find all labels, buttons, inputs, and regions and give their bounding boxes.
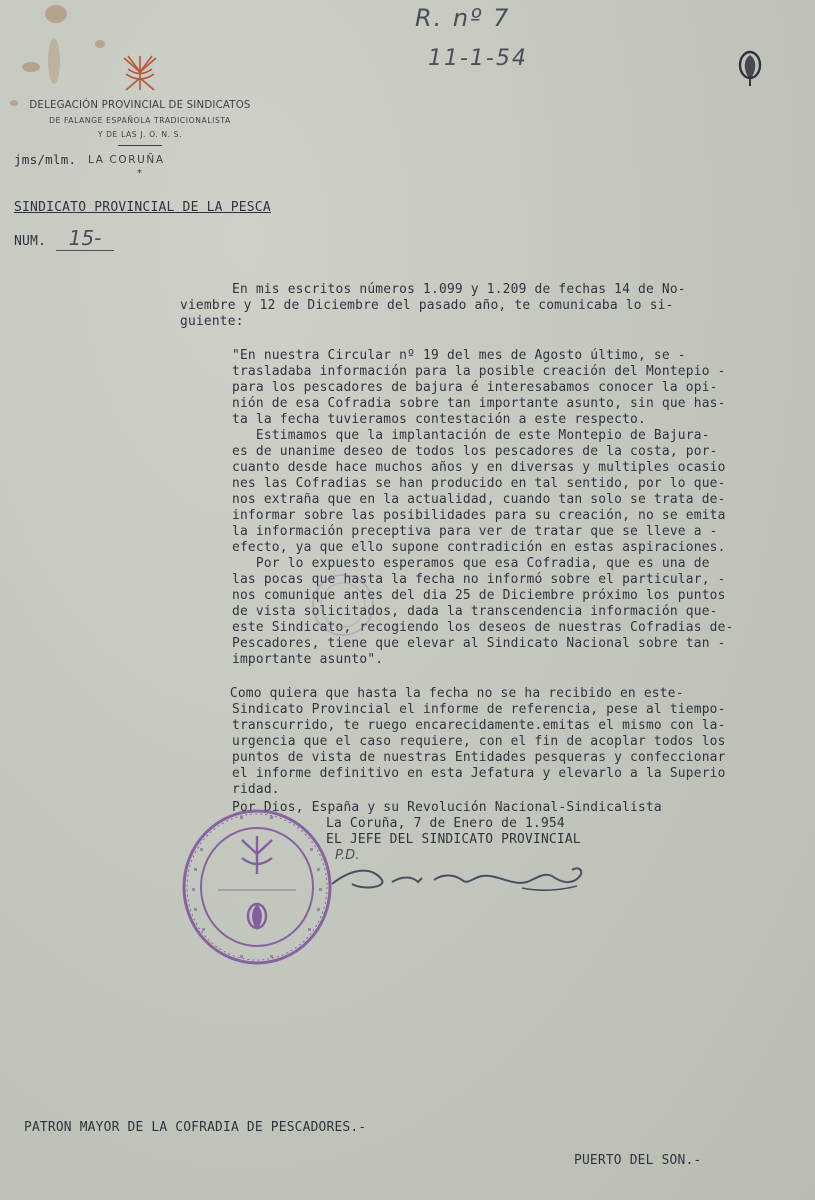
body-paragraph-2-line: Como quiera que hasta la fecha no se ha recibido en este- <box>206 686 684 701</box>
letterhead-city: LA CORUÑA <box>88 154 165 166</box>
body-paragraph-1-line: viembre y 12 de Diciembre del pasado año, te comunicaba lo si- <box>180 298 674 313</box>
reference-initials: jms/mlm. <box>14 152 77 167</box>
closing-motto: Por Dios, España y su Revolución Nacional-Sindicalista <box>232 800 662 815</box>
body-paragraph-2-line: Sindicato Provincial el informe de referencia, pese al tiempo- <box>232 702 726 717</box>
faint-stamp-overlay <box>308 570 378 640</box>
handwritten-register-number: R. nº 7 <box>415 4 511 32</box>
letterhead-line-3: Y DE LAS J. O. N. S. <box>97 130 183 139</box>
handwritten-date: 11-1-54 <box>428 46 528 71</box>
quote-line: efecto, ya que ello supone contradición en estas aspiraciones. <box>232 540 726 555</box>
quote-line: "En nuestra Circular nº 19 del mes de Agosto último, se - <box>232 348 686 363</box>
handwritten-signature <box>322 858 592 898</box>
body-paragraph-2-line: ridad. <box>232 782 280 797</box>
pd-mark: P.D. <box>335 848 360 863</box>
number-label: NUM. <box>14 234 47 249</box>
yoke-and-arrows-icon <box>118 52 162 94</box>
quote-line: Pescadores, tiene que elevar al Sindicato Nacional sobre tan - <box>232 636 726 651</box>
letterhead-line-1: DELEGACIÓN PROVINCIAL DE SINDICATOS <box>29 100 251 111</box>
addressee-line-2: PUERTO DEL SON.- <box>574 1153 702 1168</box>
body-paragraph-1-line: guiente: <box>180 314 244 329</box>
body-paragraph-2-line: transcurrido, te ruego encarecidamente.emitas el mismo con la- <box>232 718 726 733</box>
quote-line: nión de esa Cofradia sobre tan importante asunto, sin que has- <box>232 396 726 411</box>
quote-line: nos comunique antes del dia 25 de Diciembre próximo los puntos <box>232 588 726 603</box>
quote-line: cuanto desde hace muchos años y en diversas y multiples ocasio <box>232 460 726 475</box>
quote-line: informar sobre las posibilidades para su creación, no se emita <box>232 508 726 523</box>
quote-line: la información preceptiva para ver de tratar que se lleve a - <box>232 524 718 539</box>
addressee-line-1: PATRON MAYOR DE LA COFRADIA DE PESCADORES.- <box>24 1120 367 1135</box>
quote-line: Por lo expuesto esperamos que esa Cofradia, que es una de <box>232 556 710 571</box>
asterisk-ornament: * <box>137 168 142 179</box>
quote-line: nes las Cofradias se han producido en tal sentido, por lo que- <box>232 476 726 491</box>
body-paragraph-2-line: puntos de vista de nuestras Entidades pesqueras y confeccionar <box>232 750 726 765</box>
signer-title: EL JEFE DEL SINDICATO PROVINCIAL <box>326 832 581 847</box>
closing-place-date: La Coruña, 7 de Enero de 1.954 <box>326 816 565 831</box>
quote-line: este Sindicato, recogiendo los deseos de nuestras Cofradias de- <box>232 620 734 635</box>
letterhead-divider <box>118 145 162 146</box>
official-stamp <box>180 808 334 966</box>
rust-stain <box>10 100 18 106</box>
quote-line: las pocas que hasta la fecha no informó sobre el particular, - <box>232 572 726 587</box>
quote-line: nos extraña que en la actualidad, cuando tan solo se trata de- <box>232 492 726 507</box>
rust-stain <box>45 5 67 23</box>
quote-line: Estimamos que la implantación de este Montepio de Bajura- <box>232 428 710 443</box>
body-paragraph-2-line: urgencia que el caso requiere, con el fin de acoplar todos los <box>232 734 726 749</box>
body-paragraph-1-line: En mis escritos números 1.099 y 1.209 de fechas 14 de No- <box>232 282 686 297</box>
quote-line: trasladaba información para la posible creación del Montepio - <box>232 364 726 379</box>
rust-stain <box>48 38 60 84</box>
department-heading: SINDICATO PROVINCIAL DE LA PESCA <box>14 200 271 215</box>
rust-stain <box>95 40 105 48</box>
quote-line: para los pescadores de bajura é interesabamos conocer la opi- <box>232 380 718 395</box>
body-paragraph-2-line: el informe definitivo en esta Jefatura y elevarlo a la Superio <box>232 766 726 781</box>
rust-stain <box>22 62 40 72</box>
quote-line: de vista solicitados, dada la transcendencia información que- <box>232 604 718 619</box>
letterhead-line-2: DE FALANGE ESPAÑOLA TRADICIONALISTA <box>49 116 231 125</box>
quote-line: ta la fecha tuvieramos contestación a este respecto. <box>232 412 646 427</box>
quote-line: importante asunto". <box>232 652 384 667</box>
sindicato-emblem-icon <box>737 50 763 88</box>
document-number: 15- <box>56 226 114 251</box>
quote-line: es de unanime deseo de todos los pescadores de la costa, por- <box>232 444 718 459</box>
